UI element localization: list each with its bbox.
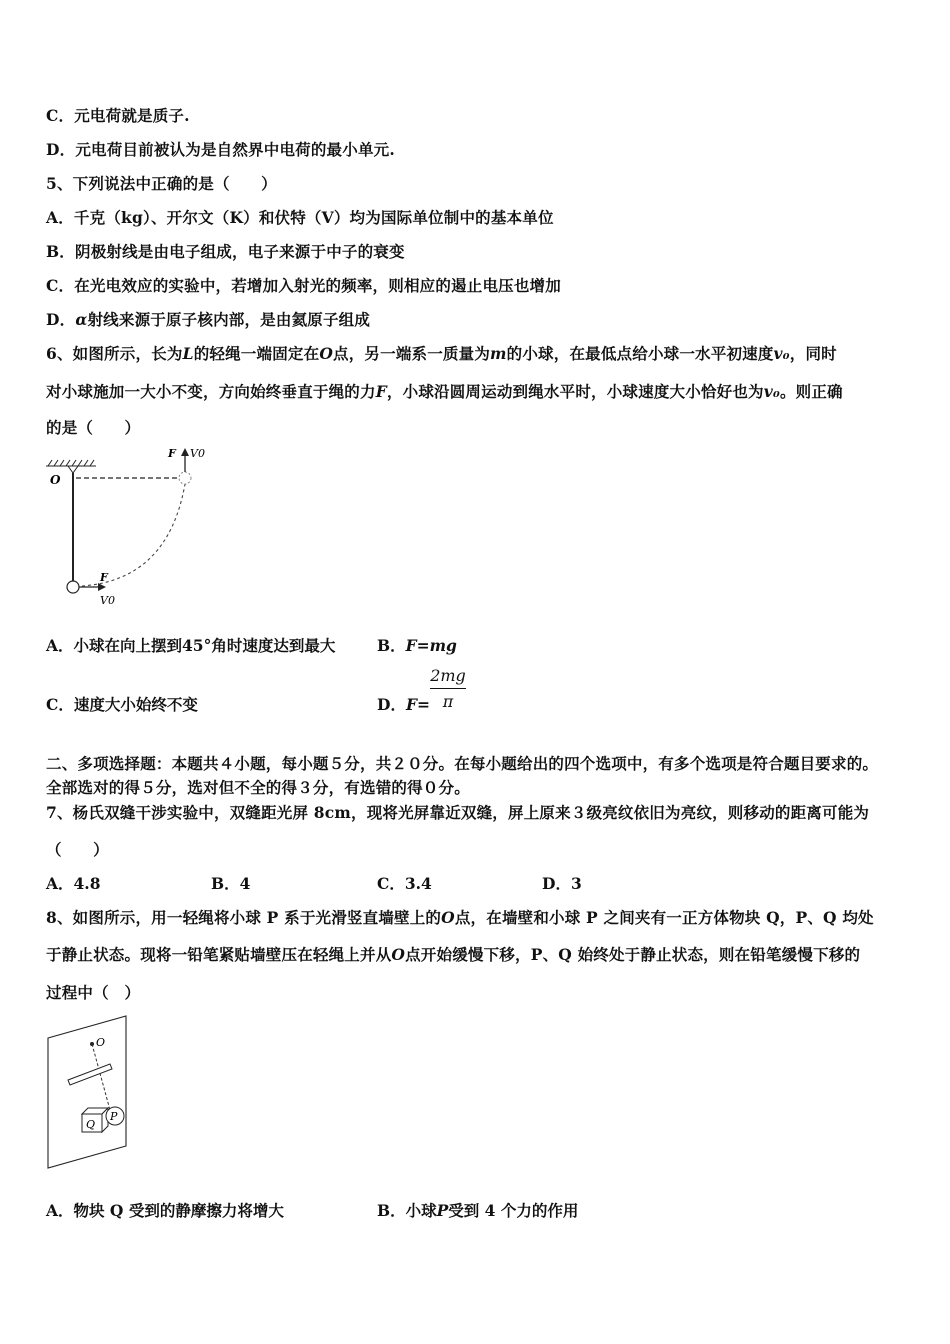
q6-text: 点，另一端系一质量为 (333, 344, 491, 363)
wall-figure (44, 1012, 134, 1172)
label-o: O (50, 473, 61, 487)
q7-stem: 7、杨氏双缝干涉实验中，双缝距光屏 8cm，现将光屏靠近双缝，屏上原来３级亮纹依旧为亮纹，则移动的距离可能为 (46, 803, 870, 822)
q6-option-d-denominator: π (442, 692, 454, 711)
q6-var-m: m (490, 344, 507, 363)
pendulum-figure (40, 440, 220, 610)
arc-path (82, 484, 185, 586)
label-q: Q (86, 1118, 96, 1131)
label-o: O (96, 1036, 106, 1049)
q6-option-d-f: F= (405, 695, 430, 714)
ball-bottom (67, 581, 79, 593)
fraction-bar (430, 688, 466, 689)
q6-option-b-formula: F=mg (405, 636, 457, 655)
wall-plane (48, 1016, 126, 1168)
label-f-top: F (168, 447, 176, 460)
q8-option-b-text: 受到 4 个力的作用 (448, 1201, 579, 1220)
q8-text: 8、如图所示，用一轻绳将小球 P 系于光滑竖直墙壁上的 (46, 908, 442, 927)
q6-option-b (377, 634, 457, 656)
q8-text: 点，在墙壁和小球 P 之间夹有一正方体物块 Q，P、Q 均处 (454, 908, 874, 927)
q6-text: ，同时 (789, 344, 837, 363)
q8-var-o: O (441, 908, 455, 927)
q8-option-b-prefix: B．小球 (377, 1201, 437, 1220)
q8-var-o: O (391, 945, 406, 964)
arrow-right-head (98, 583, 106, 591)
q6-var-v0: v₀ (763, 382, 780, 401)
q7-option-c: C．3.4 (377, 874, 432, 893)
q8-stem-line3: 过程中（ ） (46, 983, 141, 1002)
section2-heading-line2: 全部选对的得５分，选对但不全的得３分，有选错的得０分。 (46, 778, 470, 797)
label-v0-top: V0 (190, 447, 205, 460)
q8-text: 点开始缓慢下移，P、Q 始终处于静止状态，则在铅笔缓慢下移的 (405, 945, 861, 964)
q6-option-c: C．速度大小始终不变 (46, 695, 198, 714)
q6-text: 的轻绳一端固定在 (193, 344, 320, 363)
q6-var-o: O (319, 344, 334, 363)
q8-stem-line2 (46, 943, 860, 965)
q5-stem: 5、下列说法中正确的是（ ） (46, 174, 277, 193)
q6-var-l: L (182, 344, 194, 363)
ball-top (179, 472, 191, 484)
q5-option-d (46, 308, 370, 330)
label-v0-bottom: V0 (100, 594, 115, 607)
q5-option-b: B．阴极射线是由电子组成，电子来源于中子的衰变 (46, 242, 405, 261)
q6-text: ，小球沿圆周运动到绳水平时，小球速度大小恰好也为 (386, 382, 764, 401)
q6-stem-line1 (46, 342, 837, 364)
q5-option-c: C．在光电效应的实验中，若增加入射光的频率，则相应的遏止电压也增加 (46, 276, 561, 295)
q8-option-a: A．物块 Q 受到的静摩擦力将增大 (46, 1201, 284, 1220)
q6-option-d-prefix: D． (377, 695, 406, 714)
ceiling-hatch (46, 460, 96, 466)
q7-paren: （ ） (46, 840, 109, 859)
q6-option-d-numerator: 2mg (430, 666, 466, 685)
q6-stem-line2 (46, 380, 843, 402)
q8-text: 于静止状态。现将一铅笔紧贴墙壁压在轻绳上并从 (46, 945, 392, 964)
label-p: P (110, 1110, 118, 1123)
q6-stem-line3: 的是（ ） (46, 418, 141, 437)
q8-option-b (377, 1199, 578, 1221)
q7-option-b: B．4 (211, 874, 251, 893)
q6-text: 6、如图所示，长为 (46, 344, 183, 363)
q6-text: 。则正确 (779, 382, 843, 401)
q6-var-f: F (375, 382, 387, 401)
q5-option-d-text: 射线来源于原子核内部，是由氦原子组成 (87, 310, 371, 329)
q6-var-v0: v₀ (773, 344, 790, 363)
q5-option-a: A．千克（kg）、开尔文（K）和伏特（V）均为国际单位制中的基本单位 (46, 208, 554, 227)
arrow-up-head (181, 448, 189, 456)
pivot-bracket (68, 466, 78, 473)
q8-stem-line1 (46, 906, 874, 928)
q4-option-c: C．元电荷就是质子. (46, 106, 190, 125)
q6-option-b-prefix: B． (377, 636, 406, 655)
label-f-bottom: F (100, 571, 108, 584)
q6-option-a: A．小球在向上摆到45°角时速度达到最大 (46, 636, 336, 655)
q6-option-d (377, 693, 430, 715)
q7-option-d: D．3 (542, 874, 582, 893)
q7-option-a: A．4.8 (46, 874, 101, 893)
q5-option-d-prefix: D． (46, 310, 76, 329)
section2-heading-line1: 二、多项选择题：本题共４小题，每小题５分，共２０分。在每小题给出的四个选项中，有多个选项是符合题目要求的。 (46, 754, 879, 773)
q4-option-d: D．元电荷目前被认为是自然界中电荷的最小单元. (46, 140, 395, 159)
q6-text: 对小球施加一大小不变，方向始终垂直于绳的力 (46, 382, 376, 401)
q6-text: 的小球，在最低点给小球一水平初速度 (506, 344, 774, 363)
alpha-symbol: α (75, 310, 88, 329)
q8-var-p: P (436, 1201, 449, 1220)
